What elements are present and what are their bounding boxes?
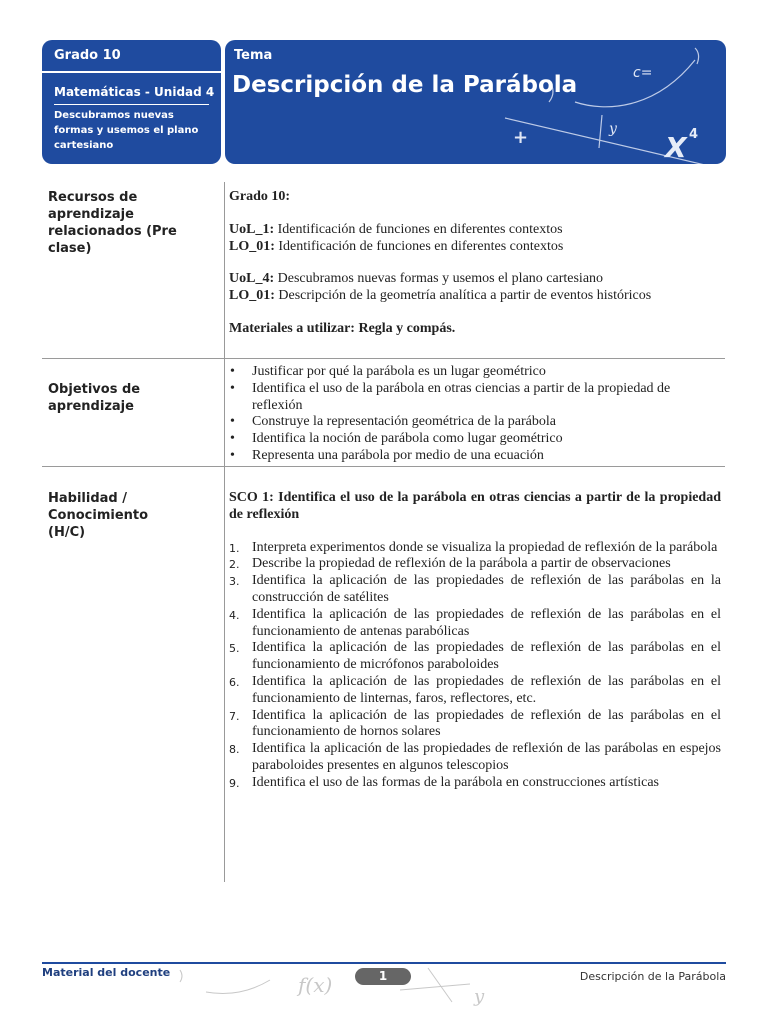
habilidad-label: Habilidad / Conocimiento (H/C) [48, 491, 149, 540]
objetivos-content [229, 364, 721, 465]
list-item: • Identifica el uso de la parábola en otras ciencias a partir de la propiedad de reflexión [229, 381, 721, 415]
header-title-panel [225, 40, 726, 164]
list-item: • Identifica la noción de parábola como lugar geométrico [229, 431, 721, 448]
recursos-content [229, 189, 721, 338]
uol-text: Descubramos nuevas formas y usemos el plano cartesiano [274, 271, 604, 287]
item-text: Identifica la aplicación de las propiedades de reflexión de las parábolas en el funcionamiento de antenas parabólicas [252, 606, 721, 639]
item-text: Identifica el uso de las formas de la parábola en construcciones artísticas [252, 774, 660, 790]
list-item [229, 640, 721, 674]
list-item: • Justificar por qué la parábola es un lugar geométrico [229, 364, 721, 381]
decoration-text: 4 [689, 127, 699, 142]
list-item [229, 674, 721, 708]
row-divider [42, 466, 725, 467]
list-item [229, 540, 721, 557]
divider [54, 104, 209, 105]
page-number-badge: 1 [355, 968, 411, 985]
item-text: Identifica la aplicación de las propiedades de reflexión de las parábolas en la construcción de satélites [252, 573, 721, 605]
grade-label: Grado 10 [54, 48, 121, 63]
objetivos-label: Objetivos de aprendizaje [48, 382, 141, 414]
decoration-text: f(x) [298, 973, 333, 997]
sco-title: SCO 1: Identifica el uso de la parábola en otras ciencias a partir de la propiedad de reflexión [229, 490, 721, 522]
list-item [229, 573, 721, 607]
grade-heading: Grado 10: [229, 189, 291, 204]
list-item: • Representa una parábola por medio de una ecuación [229, 448, 721, 465]
tema-label: Tema [234, 48, 273, 63]
list-item [229, 708, 721, 742]
decoration-text: y [474, 986, 485, 1007]
decoration-text: X [665, 131, 687, 164]
unit-description: Descubramos nuevas formas y usemos el plano cartesiano [54, 110, 199, 151]
item-text: Identifica la aplicación de las propiedades de reflexión de las parábolas en el funcionamiento de micrófonos paraboloides [252, 640, 721, 673]
item-text: Identifica la aplicación de las propiedades de reflexión de las parábolas en el funcionamiento de hornos solares [252, 707, 721, 740]
lo-code: LO_01: [229, 288, 275, 304]
skills-list [229, 540, 721, 792]
decoration-text: + [513, 127, 529, 148]
header-unit-panel [42, 40, 221, 164]
footer-material-label: Material del docente [42, 966, 171, 979]
item-number: 7. [229, 709, 240, 723]
lo-code: LO_01: [229, 238, 275, 254]
list-item: • Construye la representación geométrica de la parábola [229, 414, 721, 431]
habilidad-content [229, 490, 721, 792]
item-number: 1. [229, 541, 240, 555]
lo-text: Descripción de la geometría analítica a partir de eventos históricos [274, 288, 652, 304]
list-item [229, 556, 721, 573]
item-text: Identifica la aplicación de las propiedades de reflexión de las parábolas en espejos paraboloides presentes en algunos telescopios [252, 741, 721, 773]
objectives-list [229, 364, 721, 465]
uol-code: UoL_4: [229, 271, 275, 287]
item-text: Describe la propiedad de reflexión de la parábola a partir de observaciones [252, 556, 671, 572]
list-item [229, 741, 721, 775]
decoration-text: y [609, 121, 617, 137]
item-number: 9. [229, 776, 240, 790]
list-item [229, 607, 721, 641]
footer-math-decoration-icon [170, 962, 530, 1022]
uol-text: Identificación de funciones en diferentes contextos [274, 221, 563, 237]
divider [42, 71, 221, 73]
decoration-text: c= [633, 65, 653, 81]
item-text: Identifica la aplicación de las propiedades de reflexión de las parábolas en el funcionamiento de linternas, faros, reflectores, etc. [252, 673, 721, 706]
list-item [229, 775, 721, 792]
row-divider [42, 358, 725, 359]
item-number: 6. [229, 675, 240, 689]
page-title: Descripción de la Parábola [232, 72, 578, 98]
item-number: 3. [229, 575, 240, 589]
uol-code: UoL_1: [229, 221, 275, 237]
unit-label: Matemáticas - Unidad 4 [54, 85, 215, 99]
item-text: Interpreta experimentos donde se visualiza la propiedad de reflexión de la parábola [252, 539, 718, 555]
item-number: 4. [229, 608, 240, 622]
item-number: 5. [229, 642, 240, 656]
column-divider [224, 182, 225, 882]
footer-doc-title: Descripción de la Parábola [579, 970, 726, 983]
lo-text: Identificación de funciones en diferentes contextos [274, 238, 564, 254]
materials-text: Materiales a utilizar: Regla y compás. [229, 320, 456, 336]
math-decoration-icon [225, 40, 726, 164]
item-number: 8. [229, 743, 240, 757]
item-number: 2. [229, 558, 240, 572]
recursos-label: Recursos de aprendizaje relacionados (Pre clase) [48, 190, 177, 256]
